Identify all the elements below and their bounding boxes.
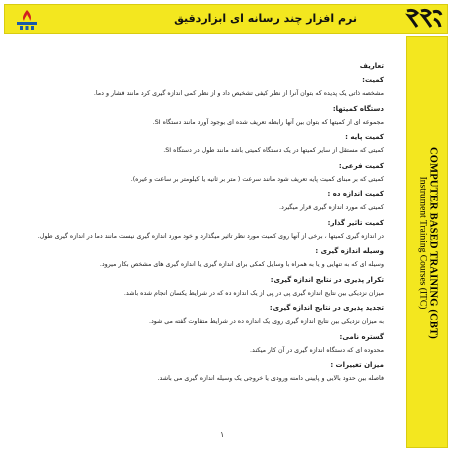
section-heading: تکرار پذیری در نتایج اندازه گیری: <box>270 275 384 284</box>
section-heading: دستگاه کمیتها: <box>332 104 384 113</box>
section-heading: گستره نامی: <box>339 332 384 341</box>
section-text: کمیتی که بر مبنای کمیت پایه تعریف شود مانند سرعت ( متر بر ثانیه یا کیلومتر بر ساعت و غیره). <box>130 175 384 183</box>
section-heading: کمیت: <box>362 76 384 84</box>
section-heading: کمیت اندازه ده : <box>327 190 384 198</box>
section-heading: کمیت پایه : <box>345 133 384 141</box>
section-text: محدوده ای که دستگاه اندازه گیری در آن کار میکند. <box>250 346 384 354</box>
section-text: در اندازه گیری کمیتها ، برخی از آنها روی کمیت مورد نظر تاثیر میگذارد و خود مورد اندازه گیری نیست مانند دما در اندازه گیری طول. <box>37 232 384 240</box>
side-banner-line1: COMPUTER BASED TRAINING (CBT) <box>427 146 439 340</box>
section-text: فاصله بین حدود بالایی و پایینی دامنه ورودی یا خروجی یک وسیله اندازه گیری می باشد. <box>157 375 384 382</box>
training-center-logo <box>403 7 443 33</box>
section-text: وسیله ای که به تنهایی و یا به همراه با وسایل کمکی برای اندازه گیری یا اندازه گیری های مشخص بکار میرود. <box>99 261 384 268</box>
oil-company-logo <box>15 9 39 31</box>
section-heading: تجدید پذیری در نتایج اندازه گیری: <box>269 304 384 312</box>
section-heading: کمیت تاثیر گذار: <box>327 218 384 227</box>
side-banner-text <box>418 147 439 339</box>
section-text: مشخصه ذاتی یک پدیده که بتوان آنرا از نظر کیفی تشخیص داد و از نظر کمی اندازه گیری کرد مانند فشار و دما. <box>93 90 384 97</box>
side-banner-line2: Instrument Training Courses (ITC) <box>417 176 428 310</box>
page-header <box>4 4 448 34</box>
section-text: کمیتی که مستقل از سایر کمیتها در یک دستگاه کمیتی باشد مانند طول در دستگاه SI. <box>163 147 384 154</box>
section-heading: کمیت فرعی: <box>338 161 384 170</box>
section-heading: میزان تغییرات : <box>330 361 384 369</box>
section-heading: وسیله اندازه گیری : <box>315 247 384 255</box>
page-title: نرم افزار چند رسانه ای ابزاردقیق <box>174 12 357 25</box>
section-heading: تعاریف <box>359 62 384 70</box>
section-text: میزان نزدیکی بین نتایج اندازه گیری پی در پی از یک اندازه ده که در شرایط یکسان انجام شده باشد. <box>123 289 384 297</box>
section-text: کمیتی که مورد اندازه گیری قرار میگیرد. <box>279 204 384 211</box>
definitions-content <box>6 58 384 388</box>
section-text: مجموعه ای از کمیتها که بتوان بین آنها رابطه تعریف شده ای بوجود آورد مانند دستگاه SI. <box>152 118 384 126</box>
page-number: ۱ <box>220 430 225 439</box>
side-banner <box>406 36 448 448</box>
section-text: به میزان نزدیکی بین نتایج اندازه گیری روی یک اندازه ده در شرایط متفاوت گفته می شود. <box>148 318 384 325</box>
